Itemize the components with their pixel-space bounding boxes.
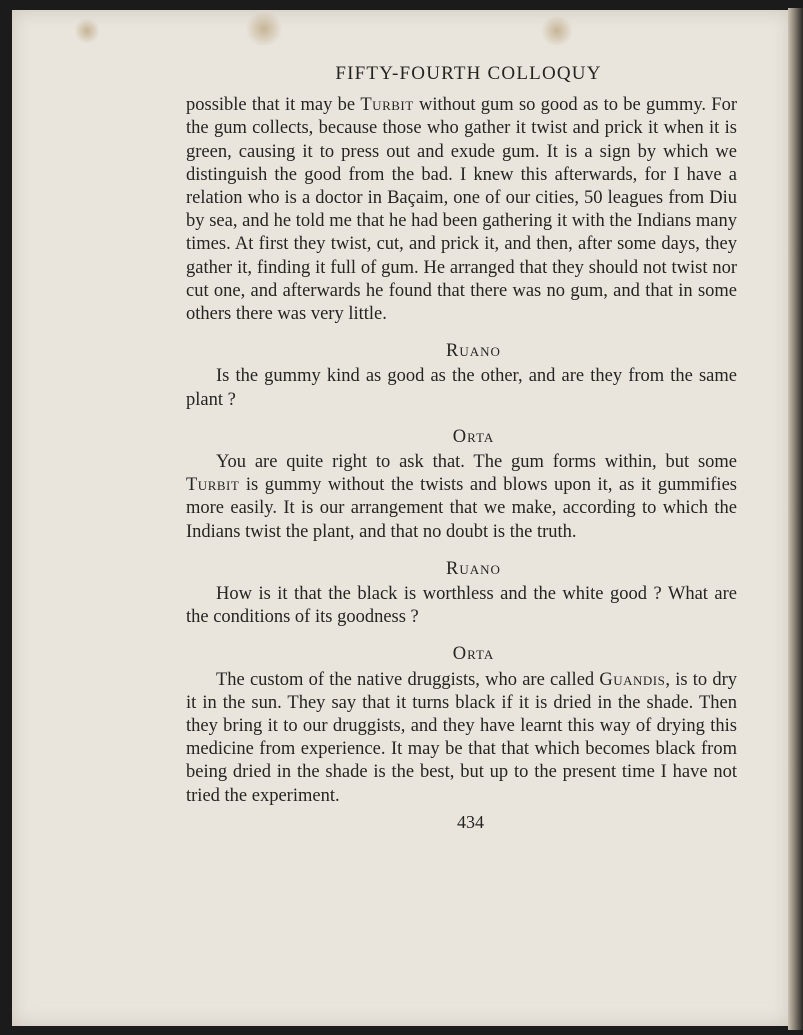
foxing-stain — [540, 16, 574, 46]
speaker-heading: Orta — [452, 426, 495, 447]
text-run: How is it that the black is worthless and the white good ? What are the conditions of its goodness ? — [186, 584, 737, 628]
small-caps-term: Guandis — [599, 669, 666, 690]
text-run: , is to dry it in the sun. They say that it turns black if it is dried in the shade. Then they bring it to our druggists, and they have learnt this way of drying this medicine from experience. It may be that that which becomes black from being dried in the shade is the best, but up to the present time I have not tried the experiment. — [186, 669, 737, 806]
body-text — [186, 94, 737, 808]
small-caps-term: Turbit — [360, 95, 414, 116]
foxing-stain — [74, 18, 100, 44]
speaker-heading: Ruano — [446, 558, 501, 579]
running-head: FIFTY-FOURTH COLLOQUY — [335, 63, 602, 84]
paragraph — [186, 365, 737, 411]
text-run: without gum so good as to be gummy. For the gum collects, because those who gather it twist and prick it when it is green, causing it to press out and exude gum. It is a sign by which we distinguish the good from the bad. I knew this afterwards, for I have a relation who is a doctor in Baçaim, one of our cities, 50 leagues from Diu by sea, and he told me that he had been gathering it with the Indians many times. At first they twist, cut, and prick it, and then, after some days, they gather it, finding it full of gum. He arranged that they should not twist nor cut one, and afterwards he found that there was no gum, and that in some others there was very little. — [186, 95, 737, 325]
text-run: possible that it may be — [186, 95, 361, 116]
text-run: Is the gummy kind as good as the other, and are they from the same plant ? — [186, 366, 737, 410]
speaker-heading: Orta — [452, 644, 495, 665]
page-number: 434 — [457, 811, 484, 832]
paragraph — [186, 583, 737, 629]
speaker-heading: Ruano — [446, 341, 501, 362]
page-text — [186, 62, 737, 834]
text-run: The custom of the native druggists, who are called — [216, 669, 600, 690]
page-edge — [788, 8, 803, 1030]
small-caps-term: Turbit — [186, 475, 240, 496]
paragraph — [186, 451, 737, 544]
text-run: You are quite right to ask that. The gum forms within, but some — [216, 452, 737, 473]
paragraph — [186, 94, 737, 326]
foxing-stain — [244, 12, 284, 46]
paragraph — [186, 669, 737, 808]
text-run: is gummy without the twists and blows upon it, as it gummifies more easily. It is our arrangement that we make, according to which the Indians twist the plant, and that no doubt is the truth. — [186, 475, 737, 542]
